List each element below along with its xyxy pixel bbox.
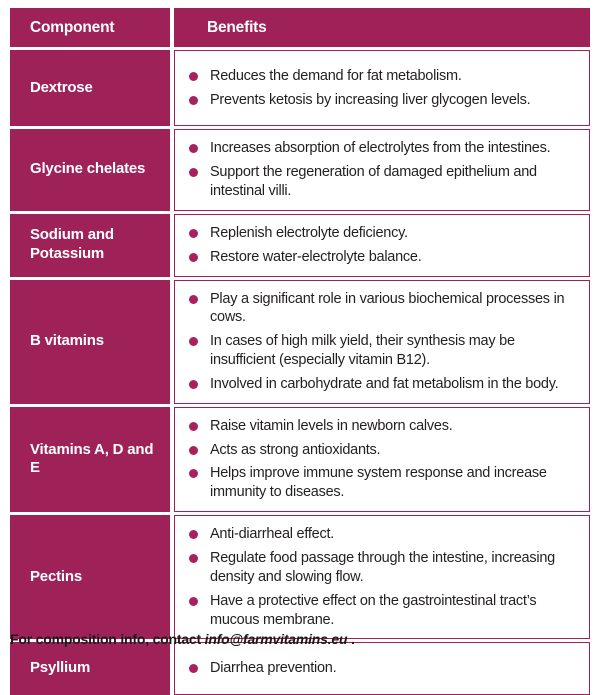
benefit-text: Support the regeneration of damaged epithelium and intestinal villi. xyxy=(210,163,537,199)
benefit-item xyxy=(189,417,577,436)
footer-text: For composition info, contact xyxy=(10,631,205,647)
component-cell: Vitamins A, D and E xyxy=(10,407,170,512)
benefit-item xyxy=(189,375,577,394)
component-cell: Dextrose xyxy=(10,50,170,126)
bullet-dot-icon xyxy=(189,380,198,389)
benefit-text: Prevents ketosis by increasing liver glycogen levels. xyxy=(210,91,531,108)
header-benefits: Benefits xyxy=(174,8,590,47)
bullet-dot-icon xyxy=(189,597,198,606)
component-benefits-table xyxy=(10,8,590,695)
benefit-text: Anti-diarrheal effect. xyxy=(210,526,334,543)
benefits-cell xyxy=(174,642,590,695)
footer-suffix: . xyxy=(347,631,355,647)
benefit-text: Restore water-electrolyte balance. xyxy=(210,248,422,265)
component-cell: Glycine chelates xyxy=(10,129,170,211)
benefits-cell xyxy=(174,407,590,512)
benefit-item xyxy=(189,248,577,267)
benefit-item xyxy=(189,139,577,158)
bullet-dot-icon xyxy=(189,469,198,478)
benefit-text: Regulate food passage through the intestine, increasing density and slowing flow. xyxy=(210,549,555,585)
benefit-item xyxy=(189,290,577,328)
bullet-dot-icon xyxy=(189,554,198,563)
benefit-item xyxy=(189,464,577,502)
benefit-item xyxy=(189,659,577,678)
bullet-dot-icon xyxy=(189,144,198,153)
bullet-dot-icon xyxy=(189,96,198,105)
bullet-dot-icon xyxy=(189,253,198,262)
benefit-text: Raise vitamin levels in newborn calves. xyxy=(210,417,453,434)
benefits-cell xyxy=(174,515,590,639)
benefit-item xyxy=(189,67,577,86)
benefit-text: Diarrhea prevention. xyxy=(210,660,337,677)
benefit-item xyxy=(189,549,577,587)
benefit-text: Reduces the demand for fat metabolism. xyxy=(210,67,462,84)
component-cell: B vitamins xyxy=(10,280,170,404)
benefits-cell xyxy=(174,214,590,277)
benefit-text: Increases absorption of electrolytes from the intestines. xyxy=(210,140,551,156)
bullet-dot-icon xyxy=(189,295,198,304)
benefits-cell xyxy=(174,50,590,126)
bullet-dot-icon xyxy=(189,664,198,673)
bullet-dot-icon xyxy=(189,530,198,539)
benefit-text: Acts as strong antioxidants. xyxy=(210,441,381,458)
bullet-dot-icon xyxy=(189,168,198,177)
header-component: Component xyxy=(10,8,170,47)
benefit-text: Involved in carbohydrate and fat metabolism in the body. xyxy=(210,375,559,392)
benefit-text: Replenish electrolyte deficiency. xyxy=(210,224,408,241)
component-cell: Psyllium xyxy=(10,642,170,695)
footer-email-link[interactable]: info@farmvitamins.eu xyxy=(204,631,348,647)
benefit-item xyxy=(189,163,577,201)
bullet-dot-icon xyxy=(189,72,198,81)
benefit-item xyxy=(189,525,577,544)
bullet-dot-icon xyxy=(189,229,198,238)
benefit-item xyxy=(189,592,577,630)
benefit-item xyxy=(189,441,577,460)
component-cell: Sodium and Potassium xyxy=(10,214,170,277)
bullet-dot-icon xyxy=(189,422,198,431)
benefit-item xyxy=(189,91,577,110)
bullet-dot-icon xyxy=(189,337,198,346)
bullet-dot-icon xyxy=(189,446,198,455)
benefit-item xyxy=(189,224,577,243)
benefit-text: Play a significant role in various biochemical processes in cows. xyxy=(210,290,565,326)
benefit-item xyxy=(189,332,577,370)
benefits-cell xyxy=(174,129,590,211)
benefit-text: In cases of high milk yield, their synthesis may be insufficient (especially vitamin B12). xyxy=(210,333,515,369)
benefit-text: Have a protective effect on the gastrointestinal tract’s mucous membrane. xyxy=(210,592,537,628)
footer-note xyxy=(10,631,355,647)
benefits-cell xyxy=(174,280,590,404)
benefit-text: Helps improve immune system response and increase immunity to diseases. xyxy=(210,465,547,501)
component-cell: Pectins xyxy=(10,515,170,639)
